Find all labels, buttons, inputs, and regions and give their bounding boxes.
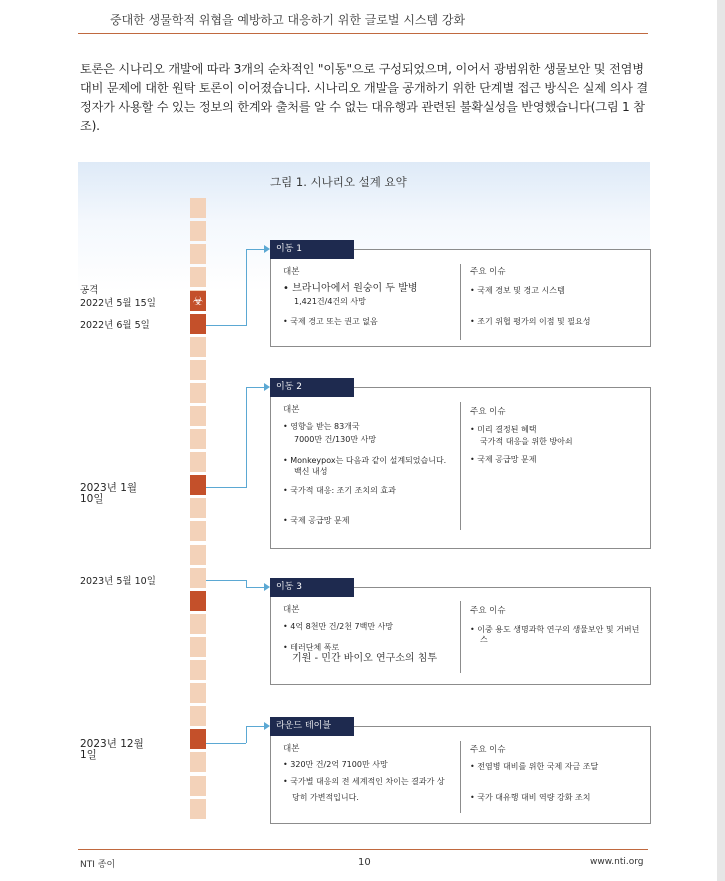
connector-4-h bbox=[206, 743, 246, 744]
timeline-segment bbox=[190, 752, 206, 772]
roundtable-divider bbox=[460, 741, 461, 813]
roundtable-item-2: • 국가별 대응의 전 세계적인 차이는 결과가 상 bbox=[283, 777, 445, 786]
connector-4-top bbox=[246, 726, 264, 727]
move-1-item-3: • 국제 경고 또는 권고 없음 bbox=[283, 317, 378, 326]
move-1-issue-2: • 조기 위협 평가의 이점 및 필요성 bbox=[470, 317, 591, 326]
connector-2-h bbox=[206, 487, 246, 488]
timeline-segment bbox=[190, 614, 206, 634]
timeline-segment bbox=[190, 683, 206, 703]
running-header: 중대한 생물학적 위협을 예방하고 대응하기 위한 글로벌 시스템 강화 bbox=[110, 13, 466, 27]
move-2-scenario-label: 대본 bbox=[283, 405, 300, 415]
date-4: 2023년 5월 10일 bbox=[80, 576, 156, 587]
connector-4-v bbox=[246, 726, 247, 743]
timeline-segment bbox=[190, 244, 206, 264]
figure-title: 그림 1. 시나리오 설계 요약 bbox=[270, 175, 407, 189]
timeline-segment bbox=[190, 383, 206, 403]
move-2-item-2: 7000만 건/130만 사망 bbox=[294, 435, 377, 444]
timeline-segment bbox=[190, 637, 206, 657]
timeline-marker bbox=[190, 591, 206, 611]
move-3-issue-1: • 이중 용도 생명과학 연구의 생물보안 및 거버넌 bbox=[470, 625, 640, 634]
timeline-marker bbox=[190, 314, 206, 334]
connector-2-top bbox=[246, 387, 264, 388]
date-3: 2023년 1월 10일 bbox=[80, 482, 138, 505]
timeline-segment bbox=[190, 452, 206, 472]
move-2-issues-label: 주요 이슈 bbox=[470, 407, 506, 417]
move-2-item-4: 백신 내성 bbox=[294, 467, 328, 476]
connector-2-v bbox=[246, 387, 247, 488]
move-2-issue-3: • 국제 공급망 문제 bbox=[470, 455, 537, 464]
move-3-item-3: 기원 - 민간 바이오 연구소의 침투 bbox=[292, 653, 438, 664]
move-1-issue-1: • 국제 경보 및 경고 시스템 bbox=[470, 286, 565, 295]
timeline-marker bbox=[190, 729, 206, 749]
timeline-segment bbox=[190, 406, 206, 426]
timeline-segment bbox=[190, 198, 206, 218]
connector-1-h bbox=[206, 325, 246, 326]
header-rule bbox=[78, 33, 648, 34]
move-2-issue-2: 국가적 대응을 위한 방아쇠 bbox=[480, 437, 573, 446]
move-2-item-5: • 국가적 대응: 조기 조치의 효과 bbox=[283, 486, 396, 495]
intro-paragraph: 토론은 시나리오 개발에 따라 3개의 순차적인 "이동"으로 구성되었으며, 이어서 광범위한 생물보안 및 전염병 대비 문제에 대한 원탁 토론이 이어졌습니다. 시나리오 개발을 공개하기 위한 단계별 접근 방식은 실제 의사 결정자가 사용할 수 있는 정보의 한계와 출처를 알 수 없는 대유행과 관련된 불확실성을 반영했습니다(그림 1 참조). bbox=[80, 62, 649, 133]
roundtable-issue-2: • 국가 대유행 대비 역량 강화 조치 bbox=[470, 793, 591, 802]
move-2-item-3: • Monkeypox는 다음과 같이 설계되었습니다. bbox=[283, 456, 447, 465]
timeline-segment bbox=[190, 706, 206, 726]
page-edge bbox=[717, 0, 725, 881]
date-2: 2022년 6월 5일 bbox=[80, 320, 150, 331]
footer-publisher: NTI 종이 bbox=[80, 860, 116, 870]
move-3-item-2: • 테러단체 폭로 bbox=[283, 643, 340, 652]
roundtable-scenario-label: 대본 bbox=[283, 744, 300, 754]
timeline-segment bbox=[190, 267, 206, 287]
date-attack-label: 공격 bbox=[80, 285, 99, 296]
connector-3-top bbox=[246, 587, 264, 588]
connector-3-h bbox=[206, 580, 246, 581]
roundtable-tag: 라운드 테이블 bbox=[270, 717, 354, 736]
timeline-segment bbox=[190, 221, 206, 241]
timeline-marker bbox=[190, 475, 206, 495]
move-3-tag: 이동 3 bbox=[270, 578, 354, 597]
move-2-issue-1: • 미리 결정된 혜택 bbox=[470, 425, 537, 434]
connector-3-v bbox=[246, 580, 247, 587]
timeline-segment bbox=[190, 568, 206, 588]
move-3-divider bbox=[460, 601, 461, 673]
timeline-segment bbox=[190, 521, 206, 541]
move-2-divider bbox=[460, 402, 461, 530]
connector-1-top bbox=[246, 249, 264, 250]
move-3-issues-label: 주요 이슈 bbox=[470, 606, 506, 616]
timeline-segment bbox=[190, 799, 206, 819]
date-5: 2023년 12월 1일 bbox=[80, 738, 144, 761]
move-1-item-1: • 브라니아에서 원숭이 두 발병 bbox=[283, 283, 418, 294]
move-3-item-1: • 4억 8천만 건/2천 7백만 사망 bbox=[283, 622, 394, 631]
move-1-item-2: 1,421건/4건의 사망 bbox=[294, 297, 366, 306]
page-number: 10 bbox=[358, 857, 371, 868]
connector-1-v bbox=[246, 249, 247, 326]
timeline-segment bbox=[190, 776, 206, 796]
move-1-issues-label: 주요 이슈 bbox=[470, 267, 506, 277]
move-3-issue-2: 스 bbox=[480, 635, 488, 644]
timeline-segment bbox=[190, 360, 206, 380]
roundtable-issues-label: 주요 이슈 bbox=[470, 745, 506, 755]
move-1-tag: 이동 1 bbox=[270, 240, 354, 259]
footer-rule bbox=[78, 849, 648, 850]
roundtable-issue-1: • 전염병 대비를 위한 국제 자금 조달 bbox=[470, 762, 599, 771]
roundtable-item-1: • 320만 건/2억 7100만 사망 bbox=[283, 760, 388, 769]
date-1: 2022년 5월 15일 bbox=[80, 298, 156, 309]
move-3-scenario-label: 대본 bbox=[283, 605, 300, 615]
move-2-tag: 이동 2 bbox=[270, 378, 354, 397]
move-1-divider bbox=[460, 264, 461, 340]
timeline-segment bbox=[190, 545, 206, 565]
timeline-segment bbox=[190, 660, 206, 680]
timeline-segment bbox=[190, 429, 206, 449]
timeline-segment bbox=[190, 337, 206, 357]
move-2-item-6: • 국제 공급망 문제 bbox=[283, 516, 350, 525]
move-1-scenario-label: 대본 bbox=[283, 267, 300, 277]
move-2-item-1: • 영향을 받는 83개국 bbox=[283, 422, 360, 431]
roundtable-item-3: 당히 가변적입니다. bbox=[292, 793, 359, 802]
footer-url[interactable]: www.nti.org bbox=[590, 857, 644, 867]
biohazard-icon: ☣ bbox=[190, 291, 206, 311]
timeline-segment bbox=[190, 498, 206, 518]
